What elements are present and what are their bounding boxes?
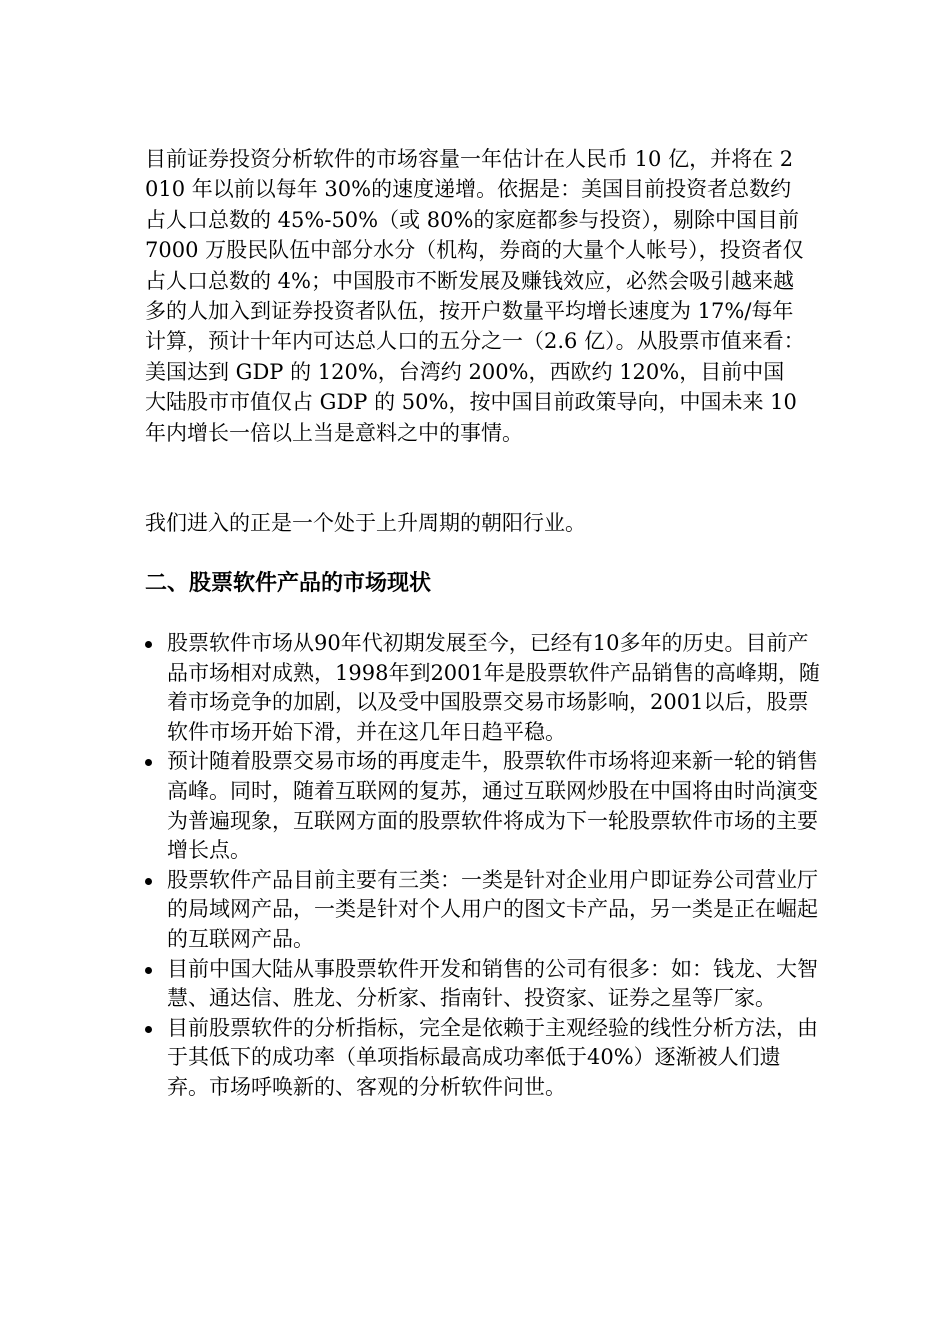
bullet-list: [145, 629, 820, 1103]
section-heading: 二、股票软件产品的市场现状: [145, 571, 432, 596]
bullet-text: 股票软件产品目前主要有三类：一类是针对企业用户即证券公司营业厅的局域网产品，一类是针对个人用户的图文卡产品，另一类是正在崛起的互联网产品。: [167, 867, 818, 951]
bullet-item-5: [145, 1014, 820, 1103]
bullet-dot-icon: [145, 759, 152, 766]
bullet-item-3: [145, 866, 820, 955]
bullet-item-1: [145, 629, 820, 747]
closing-line: 我们进入的正是一个处于上升周期的朝阳行业。: [145, 511, 586, 535]
bullet-dot-icon: [145, 967, 152, 974]
bullet-dot-icon: [145, 1026, 152, 1033]
bullet-item-2: [145, 747, 820, 865]
bullet-item-4: [145, 955, 820, 1014]
bullet-text: 目前中国大陆从事股票软件开发和销售的公司有很多：如：钱龙、大智慧、通达信、胜龙、分析家、指南针、投资家、证券之星等厂家。: [167, 956, 818, 1011]
bullet-text: 目前股票软件的分析指标，完全是依赖于主观经验的线性分析方法，由于其低下的成功率（单项指标最高成功率低于40%）逐渐被人们遗弃。市场呼唤新的、客观的分析软件问世。: [167, 1015, 818, 1099]
bullet-dot-icon: [145, 641, 152, 648]
bullet-dot-icon: [145, 878, 152, 885]
intro-paragraph: 目前证券投资分析软件的市场容量一年估计在人民币 10 亿，并将在 2010 年以前以每年 30%的速度递增。依据是：美国目前投资者总数约占人口总数的 45%-50%（或 80%的家庭都参与投资），剔除中国目前 7000 万股民队伍中部分水分（机构，券商的大量个人帐号），投资者仅占人口总数的 4%；中国股市不断发展及赚钱效应，必然会吸引越来越多的人加入到证券投资者队伍，按开户数量平均增长速度为 17%/每年计算，预计十年内可达总人口的五分之一（2.6 亿）。从股票市值来看：美国达到 GDP 的 120%，台湾约 200%，西欧约 120%，目前中国大陆股市市值仅占 GDP 的 50%，按中国目前政策导向，中国未来 10 年内增长一倍以上当是意料之中的事情。: [145, 147, 805, 445]
bullet-text: 预计随着股票交易市场的再度走牛，股票软件市场将迎来新一轮的销售高峰。同时，随着互联网的复苏，通过互联网炒股在中国将由时尚演变为普遍现象，互联网方面的股票软件将成为下一轮股票软件市场的主要增长点。: [167, 749, 818, 863]
bullet-text: 股票软件市场从90年代初期发展至今，已经有10多年的历史。目前产品市场相对成熟，1998年到2001年是股票软件产品销售的高峰期，随着市场竞争的加剧，以及受中国股票交易市场影响，2001以后，股票软件市场开始下滑，并在这几年日趋平稳。: [167, 631, 820, 744]
